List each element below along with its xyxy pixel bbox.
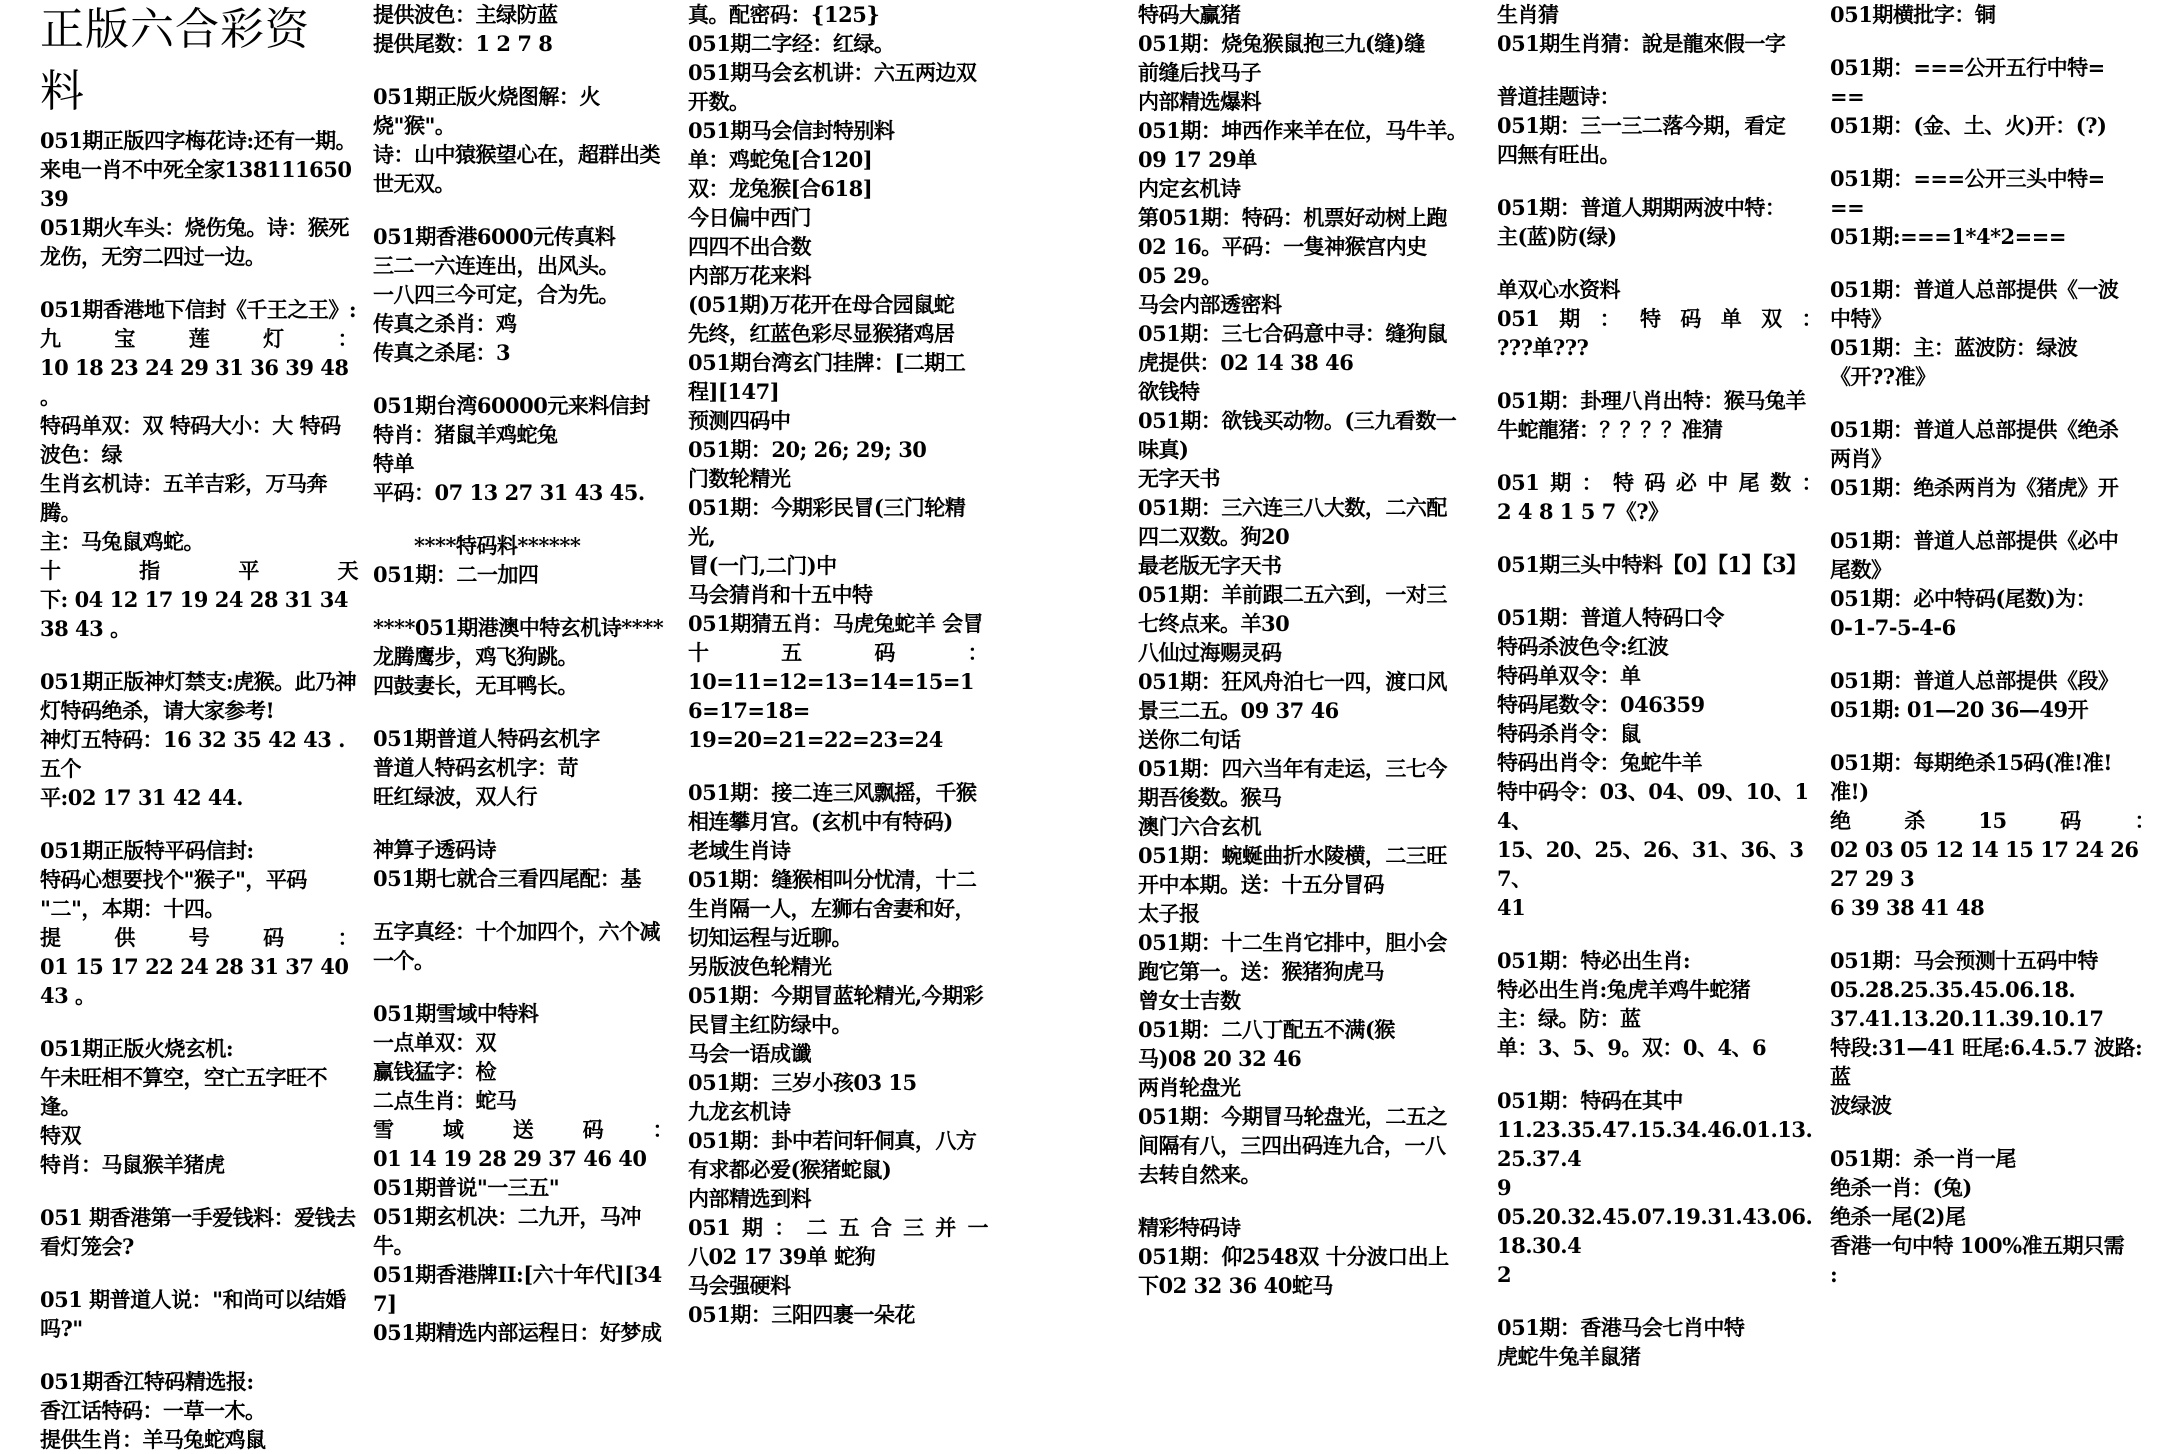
spacer [373, 198, 673, 222]
text-line: 特码杀波色令:红波 [1497, 634, 1669, 659]
text-line: 051期：特必出生肖: [1497, 948, 1691, 973]
text-line: 051期香港牌II:[六十年代][347] [373, 1262, 662, 1316]
text-line: 马会内部透密料 [1138, 292, 1282, 317]
text-line: 期吾後数。猴马 [1138, 785, 1282, 810]
text-line: 另版波色轮精光 [688, 954, 832, 979]
text-line: 先终，红蓝色彩尽显猴猪鸡居 [688, 321, 955, 346]
text-line: 吗?" [40, 1316, 83, 1341]
text-line: 特中码令：03、04、09、10、14、 [1497, 779, 1809, 833]
text-line: (051期)万花开在母合园鼠蛇 [688, 292, 955, 317]
spacer [1830, 140, 2155, 164]
text-line: 生肖玄机诗：五羊吉彩，万马奔腾。 [40, 471, 327, 525]
spacer [40, 1010, 358, 1034]
text-line: 味真) [1138, 437, 1189, 462]
page-title: 料 [40, 66, 85, 117]
text-line: 10 18 23 24 29 31 36 39 48 。 [40, 355, 356, 409]
text-line: 景三二五。09 37 46 [1138, 698, 1339, 723]
text-line: 八仙过海赐灵码 [1138, 640, 1282, 665]
text-line: 提供波色：主绿防蓝 [373, 2, 558, 27]
text-line: 11.23.35.47.15.34.46.01.13.25.37.4 [1497, 1117, 1813, 1171]
text-line: 《开??准》 [1830, 364, 1936, 389]
text-line: 马会一语成谶 [688, 1041, 811, 1066]
text-line: 05.28.25.35.45.06.18. [1830, 977, 2076, 1002]
text-line: 特码单双令：单 [1497, 663, 1641, 688]
text-line: 09 17 29单 [1138, 147, 1257, 172]
text-line: 6 39 38 41 48 [1830, 895, 1985, 920]
text-line: 051期台湾玄门挂牌：[二期工 [688, 350, 966, 375]
text-line: 051期普说"一三五" [373, 1175, 560, 1200]
text-line: 无字天书 [1138, 466, 1220, 491]
spacer [1497, 169, 1822, 193]
text-line: 来电一肖不中死全家13811165039 [40, 157, 352, 211]
spacer [1830, 251, 2155, 275]
text-line: 051期正版火烧图解：火烧"猴"。 [373, 84, 600, 138]
text-line: 051期：香港马会七肖中特 [1497, 1315, 1745, 1340]
text-line: 051期台湾60000元来料信封 [373, 393, 650, 418]
text-line: 051期：(金、土、火)开：(?) [1830, 113, 2107, 138]
text-line: 一点单双：双 [373, 1030, 496, 1055]
text-line: 澳门六合玄机 [1138, 814, 1261, 839]
text-line: 四鼓妻长，无耳鸭长。 [373, 673, 578, 698]
text-line: 051期：接二连三风飘摇，千猴 [688, 780, 977, 805]
text-line: 19=20=21=22=23=24 [688, 727, 943, 752]
text-line: 三二一六连连出，出风头。 [373, 253, 619, 278]
text-line: 2 [1497, 1262, 1512, 1287]
text-line: 051期生肖猜：說是龍來假一字 [1497, 31, 1786, 56]
text-line: 37.41.13.20.11.39.10.17 [1830, 1006, 2104, 1031]
text-line: 05 29。 [1138, 263, 1222, 288]
text-line: 051期：===公开五行中特= [1830, 55, 2105, 80]
text-line: 前缝后找马子 [1138, 60, 1261, 85]
text-line: 波绿波 [1830, 1093, 1892, 1118]
spacer [40, 812, 358, 836]
text-line: 051期马会玄机讲：六五两边双 [688, 60, 977, 85]
text-line: 051期：三岁小孩03 15 [688, 1070, 917, 1095]
spacer [40, 1261, 358, 1285]
text-line: 特码心想要找个"猴子"，平码 [40, 867, 307, 892]
text-line: 特码尾数令：046359 [1497, 692, 1705, 717]
text-line: 特双 [40, 1123, 81, 1148]
text-line: 绝杀15码： [1830, 808, 2155, 833]
text-line: 051期：20; 26; 29; 30 [688, 437, 927, 462]
text-line: 单双心水资料 [1497, 277, 1620, 302]
text-line: 去转自然来。 [1138, 1162, 1261, 1187]
text-line: 赢钱猛字：检 [373, 1059, 496, 1084]
text-line: 诗：山中猿猴望心在，超群出类 [373, 142, 660, 167]
text-line: 神算子透码诗 [373, 837, 496, 862]
text-line: 特码大赢猪 [1138, 2, 1241, 27]
text-line: 主：马兔鼠鸡蛇。 [40, 529, 204, 554]
text-line: 051期：特码单双： [1497, 306, 1822, 331]
spacer [373, 811, 673, 835]
text-line: 特码出肖令：兔蛇牛羊 [1497, 750, 1702, 775]
text-line: 051期:===1*4*2=== [1830, 224, 2066, 249]
spacer [1497, 1062, 1822, 1086]
text-line: 神灯五特码：16 32 35 42 43 .五个 [40, 727, 345, 781]
text-line: 普道挂题诗： [1497, 84, 1620, 109]
text-line: 单：3、5、9。双：0、4、6 [1497, 1035, 1767, 1060]
spacer [373, 700, 673, 724]
column-1 [40, 0, 358, 1452]
text-line: 051期三头中特料【0】【1】【3】 [1497, 552, 1807, 577]
spacer [373, 507, 673, 531]
text-line: 051期雪域中特料 [373, 1001, 539, 1026]
text-line: 马会强硬料 [688, 1273, 791, 1298]
text-line: 051期二字经：红绿。 [688, 31, 895, 56]
text-line: 051期：普道人总部提供《必中 [1830, 528, 2119, 553]
text-line: 预测四码中 [688, 408, 791, 433]
column-3 [688, 0, 988, 1327]
text-line: 最老版无字天书 [1138, 553, 1282, 578]
text-line: 午未旺相不算空，空亡五字旺不 [40, 1065, 327, 1090]
text-line: 051期香港6000元传真料 [373, 224, 616, 249]
text-line: 平:02 17 31 42 44. [40, 785, 243, 810]
text-line: 内部精选到料 [688, 1186, 811, 1211]
text-line: 逢。 [40, 1094, 81, 1119]
column-5 [1497, 0, 1822, 1369]
column-4 [1138, 0, 1490, 1322]
text-line: 051期正版火烧玄机: [40, 1036, 234, 1061]
text-line: 太子报 [1138, 901, 1200, 926]
text-line: 虎蛇牛兔羊鼠猪 [1497, 1344, 1641, 1369]
text-line: 牛蛇龍猪：？？？？准猜 [1497, 417, 1723, 442]
text-line: 八02 17 39单 蛇狗 [688, 1244, 876, 1269]
text-line: 051期香江特码精选报: [40, 1369, 254, 1394]
text-line: 间隔有八，三四出码连九合，一八 [1138, 1133, 1446, 1158]
text-line: 平码：07 13 27 31 43 45. [373, 480, 645, 505]
text-line: 051期：三阳四裹一朵花 [688, 1302, 915, 1327]
text-line: 051期：二一加四 [373, 562, 539, 587]
text-line: 051期：今期冒马轮盘光，二五之 [1138, 1104, 1447, 1129]
spacer [1497, 251, 1822, 275]
text-line: ****特码料****** [373, 533, 581, 558]
text-line: 051期：欲钱买动物。(三九看数一 [1138, 408, 1457, 433]
text-line: 有求都必爱(猴猪蛇鼠) [688, 1157, 892, 1182]
text-line: 送你二句话 [1138, 727, 1241, 752]
text-line: 冒(一门,二门)中 [688, 553, 837, 578]
text-line: 开数。 [688, 89, 750, 114]
text-line: 特肖：猪鼠羊鸡蛇兔 [373, 422, 558, 447]
text-line: 内定玄机诗 [1138, 176, 1241, 201]
text-line: 051期：普道人总部提供《绝杀 [1830, 417, 2119, 442]
text-line: 051期：卦理八肖出特：猴马兔羊 [1497, 388, 1806, 413]
text-line: 051期：普道人总部提供《段》 [1830, 668, 2119, 693]
text-line: 下: 04 12 17 19 24 28 31 34 38 43 。 [40, 587, 355, 641]
text-line: 世无双。 [373, 171, 455, 196]
text-line: 051期：每期绝杀15码(准!准! [1830, 750, 2112, 775]
spacer [40, 643, 358, 667]
text-line: 老域生肖诗 [688, 838, 791, 863]
text-line: 0-1-7-5-4-6 [1830, 615, 1956, 640]
text-line: 程][147] [688, 379, 780, 404]
text-line: 15、20、25、26、31、36、37、 [1497, 837, 1804, 891]
spacer [373, 975, 673, 999]
text-line: 主：绿。防：蓝 [1497, 1006, 1641, 1031]
spacer [1830, 724, 2155, 748]
spacer [1830, 922, 2155, 946]
text-line: 051期普道人特码玄机字 [373, 726, 600, 751]
text-line: 051期：蜿蜒曲折水陵横，二三旺 [1138, 843, 1447, 868]
text-line: 波色：绿 [40, 442, 122, 467]
spacer [1830, 1120, 2155, 1144]
spacer [373, 58, 673, 82]
spacer [1497, 922, 1822, 946]
text-line: 051期：普道人总部提供《一波 [1830, 277, 2119, 302]
text-line: 051期正版特平码信封: [40, 838, 254, 863]
text-line: 051期：二五合三并一 [688, 1215, 988, 1240]
text-line: 05.20.32.45.07.19.31.43.06.18.30.4 [1497, 1204, 1813, 1258]
text-line: 051期猜五肖：马虎兔蛇羊 会冒 [688, 611, 984, 636]
text-line: 四四不出合数 [688, 234, 811, 259]
text-line: 下02 32 36 40蛇马 [1138, 1273, 1333, 1298]
spacer [1497, 444, 1822, 468]
spacer [1138, 1189, 1490, 1213]
text-line: 十五码： [688, 640, 988, 665]
page-title: 正版六合彩资 [40, 4, 310, 55]
text-line: 生肖隔一人，左狮右舍妻和好， [688, 896, 975, 921]
text-line: 051期：坤西作来羊在位，马牛羊。 [1138, 118, 1468, 143]
spacer [688, 754, 988, 778]
text-line: 051期：今期冒蓝轮精光,今期彩 [688, 983, 984, 1008]
spacer [1497, 1289, 1822, 1313]
text-line: 9 [1497, 1175, 1512, 1200]
text-line: 一八四三今可定，合为先。 [373, 282, 619, 307]
text-line: 051期：三一三二落今期，看定 [1497, 113, 1786, 138]
text-line: 中特》 [1830, 306, 1892, 331]
text-line: 跑它第一。送：猴猪狗虎马 [1138, 959, 1384, 984]
spacer [1497, 362, 1822, 386]
text-line: 051期火车头：烧伤兔。诗：猴死 [40, 215, 349, 240]
text-line: 绝杀一尾(2)尾 [1830, 1204, 1966, 1229]
text-line: 准!) [1830, 779, 1869, 804]
text-line: 051期玄机决：二九开，马冲牛。 [373, 1204, 641, 1258]
text-line: 02 03 05 12 14 15 17 24 26 27 29 3 [1830, 837, 2146, 891]
spacer [40, 1343, 358, 1367]
text-line: 开中本期。送：十五分冒码 [1138, 872, 1384, 897]
column-6 [1830, 0, 2155, 1322]
text-line: 051期：卦中若问轩侗真，八方 [688, 1128, 977, 1153]
text-line: 051期：必中特码(尾数)为： [1830, 586, 2097, 611]
text-line: 单：鸡蛇兔[合120] [688, 147, 873, 172]
text-line: 门数轮精光 [688, 466, 791, 491]
text-line: 051期香港地下信封《千王之王》: [40, 297, 357, 322]
spacer [1830, 502, 2155, 526]
text-line: 051期：狂风舟泊七一四，渡口风 [1138, 669, 1447, 694]
text-line: 051期：特码在其中 [1497, 1088, 1683, 1113]
text-line: 051期：马会预测十五码中特 [1830, 948, 2098, 973]
text-line: 提供号码： [40, 925, 358, 950]
text-line: 雪域送码： [373, 1117, 673, 1142]
text-line: 提供生肖：羊马兔蛇鸡鼠 [40, 1427, 266, 1452]
text-line: 051期：仰2548双 十分波口出上 [1138, 1244, 1449, 1269]
text-line: 真。配密码：{125} [688, 2, 880, 27]
text-line: 051期：今期彩民冒(三门轮精光, [688, 495, 966, 549]
text-line: 普道人特码玄机字：苛 [373, 755, 578, 780]
text-line: 051期正版神灯禁支:虎猴。此乃神 [40, 669, 357, 694]
text-line: 相连攀月宫。(玄机中有特码) [688, 809, 953, 834]
text-line: 051期：普道人特码口令 [1497, 605, 1724, 630]
spacer [1830, 642, 2155, 666]
text-line: 马会猜肖和十五中特 [688, 582, 873, 607]
text-line: 特单 [373, 451, 414, 476]
spacer [1830, 29, 2155, 53]
text-line: 051期：四六当年有走运，三七今 [1138, 756, 1447, 781]
text-line: 特必出生肖:兔虎羊鸡牛蛇猪 [1497, 977, 1751, 1002]
text-line: 051期：十二生肖它排中，胆小会 [1138, 930, 1447, 955]
text-line: 马)08 20 32 46 [1138, 1046, 1302, 1071]
text-line: 051期：羊前跟二五六到，一对三 [1138, 582, 1447, 607]
column-2 [373, 0, 673, 1345]
text-line: 051期马会信封特别料 [688, 118, 895, 143]
text-line: 内部万花来料 [688, 263, 811, 288]
text-line: 精彩特码诗 [1138, 1215, 1241, 1240]
text-line: 2 4 8 1 5 7《?》 [1497, 499, 1669, 524]
text-line: 两肖轮盘光 [1138, 1075, 1241, 1100]
text-line: 内部精选爆料 [1138, 89, 1261, 114]
text-line: 051期：普道人期期两波中特： [1497, 195, 1786, 220]
text-line: 旺红绿波，双人行 [373, 784, 537, 809]
text-line: ???单??? [1497, 335, 1589, 360]
text-line: 特段:31—41 旺尾:6.4.5.7 波路:蓝 [1830, 1035, 2143, 1089]
text-line: 尾数》 [1830, 557, 1892, 582]
spacer [373, 893, 673, 917]
text-line: 特码单双：双 特码大小：大 特码 [40, 413, 341, 438]
text-line: 提供尾数：1 2 7 8 [373, 31, 553, 56]
text-line: 01 15 17 22 24 28 31 37 40 43 。 [40, 954, 356, 1008]
text-line: 41 [1497, 895, 1526, 920]
text-line: 051期精选内部运程日：好梦成 [373, 1320, 662, 1345]
text-line: 01 14 19 28 29 37 46 40 [373, 1146, 647, 1171]
text-line: 今日偏中西门 [688, 205, 811, 230]
text-line: 十指平天 [40, 558, 358, 583]
text-line: 四二双数。狗20 [1138, 524, 1290, 549]
spacer [1497, 579, 1822, 603]
text-line: 051期：主：蓝波防：绿波 [1830, 335, 2078, 360]
text-line: 051期正版四字梅花诗:还有一期。 [40, 128, 357, 153]
text-line: 虎提供：02 14 38 46 [1138, 350, 1354, 375]
spacer [1497, 58, 1822, 82]
text-line: 051 期香港第一手爱钱料：爱钱去 [40, 1205, 356, 1230]
text-line: 051期：===公开三头中特= [1830, 166, 2105, 191]
text-line: 曾女士吉数 [1138, 988, 1241, 1013]
text-line: 生肖猜 [1497, 2, 1559, 27]
text-line: 051期：二八丁配五不满(猴 [1138, 1017, 1395, 1042]
text-line: 切知运程与近聊。 [688, 925, 852, 950]
text-line: ****051期港澳中特玄机诗**** [373, 615, 664, 640]
text-line: 两肖》 [1830, 446, 1892, 471]
text-line: 九宝莲灯： [40, 326, 358, 351]
text-line: 051期：杀一肖一尾 [1830, 1146, 2016, 1171]
text-line: 051期：绝杀两肖为《猪虎》开 [1830, 475, 2119, 500]
text-line: 看灯笼会? [40, 1234, 134, 1259]
text-line: 051期七就合三看四尾配：基 [373, 866, 641, 891]
text-line: 二点生肖：蛇马 [373, 1088, 517, 1113]
text-line: 龙腾鹰步，鸡飞狗跳。 [373, 644, 578, 669]
text-line: 双：龙兔猴[合618] [688, 176, 873, 201]
text-line: 一个。 [373, 948, 435, 973]
text-line: == [1830, 84, 1865, 109]
text-line: "二"，本期：十四。 [40, 896, 225, 921]
text-line: 香港一句中特 100%准五期只需 [1830, 1233, 2125, 1258]
text-line: 02 16。平码：一隻神猴宫内史 [1138, 234, 1427, 259]
text-line: == [1830, 195, 1865, 220]
text-line: 七终点来。羊30 [1138, 611, 1290, 636]
spacer [1830, 391, 2155, 415]
text-line: 第051期：特码：机票好动树上跑 [1138, 205, 1447, 230]
text-line: 传真之杀肖：鸡 [373, 311, 517, 336]
text-line: 绝杀一肖：(兔) [1830, 1175, 1972, 1200]
text-line: 051 期普道人说："和尚可以结婚 [40, 1287, 346, 1312]
text-line: 灯特码绝杀，请大家参考! [40, 698, 275, 723]
spacer [373, 589, 673, 613]
spacer [373, 367, 673, 391]
spacer [40, 1179, 358, 1203]
text-line: 051期横批字：铜 [1830, 2, 1996, 27]
text-line: 特肖：马鼠猴羊猪虎 [40, 1152, 225, 1177]
text-line: 五字真经：十个加四个，六个减 [373, 919, 660, 944]
text-line: 051期：烧兔猴鼠抱三九(缝)缝 [1138, 31, 1425, 56]
text-line: 051期：三六连三八大数，二六配 [1138, 495, 1447, 520]
spacer [1497, 526, 1822, 550]
text-line: 传真之杀尾：3 [373, 340, 511, 365]
text-line: 九龙玄机诗 [688, 1099, 791, 1124]
text-line: 四無有旺出。 [1497, 142, 1620, 167]
text-line: : [1830, 1262, 1838, 1287]
text-line: 051期：特码必中尾数： [1497, 470, 1822, 495]
text-line: 欲钱特 [1138, 379, 1200, 404]
text-line: 051期: 01—20 36—49开 [1830, 697, 2089, 722]
text-line: 香江话特码：一草一木。 [40, 1398, 266, 1423]
text-line: 特码杀肖令：鼠 [1497, 721, 1641, 746]
text-line: 051期：缝猴相叫分忧清，十二 [688, 867, 977, 892]
text-line: 10=11=12=13=14=15=16=17=18= [688, 669, 975, 723]
text-line: 051期：三七合码意中寻：缝狗鼠 [1138, 321, 1447, 346]
text-line: 主(蓝)防(绿) [1497, 224, 1617, 249]
text-line: 民冒主红防绿中。 [688, 1012, 852, 1037]
text-line: 龙伤，无穷二四过一边。 [40, 244, 266, 269]
spacer [40, 271, 358, 295]
